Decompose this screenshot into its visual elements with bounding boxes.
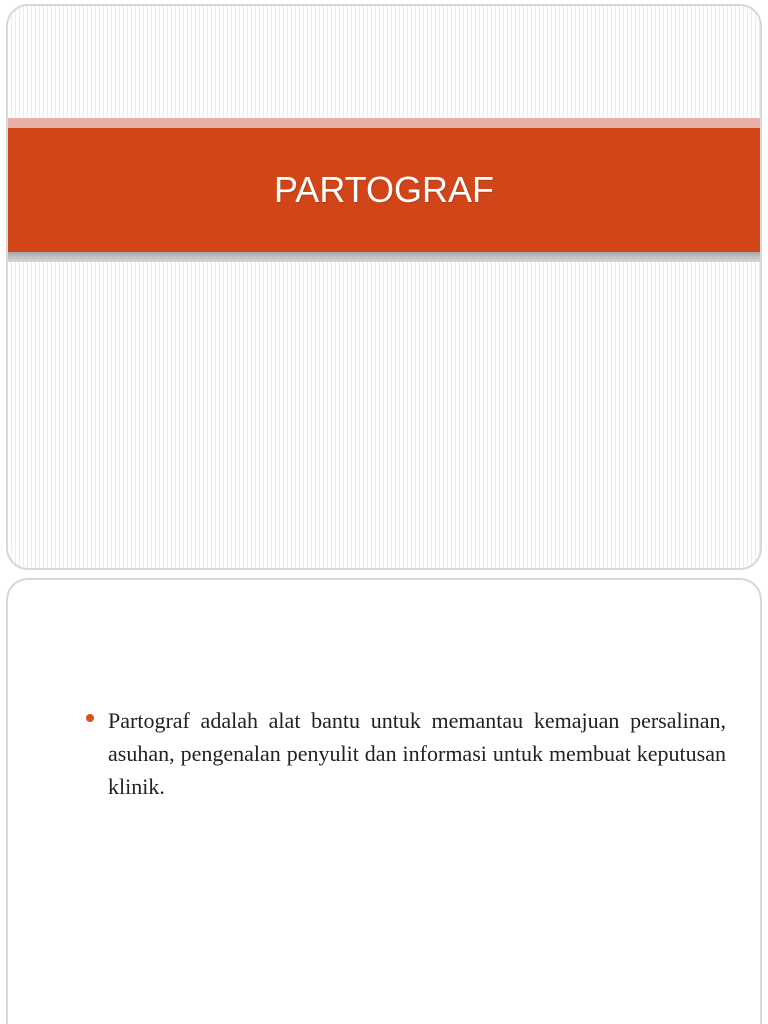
bullet-list [86,704,726,803]
slide-title-text: PARTOGRAF [273,169,495,210]
bullet-item [86,704,726,803]
bullet-dot-icon [86,714,94,722]
bullet-text: Partograf adalah alat bantu untuk memantau kemajuan persalinan, asuhan, pengenalan penyulit dan informasi untuk membuat keputusan klinik. [108,708,726,799]
title-band-main [8,128,760,252]
title-band [8,118,760,264]
title-band-top-stripe [8,118,760,128]
slide-title [6,4,762,570]
slide-content [6,578,762,1024]
title-band-shadow [8,252,760,262]
